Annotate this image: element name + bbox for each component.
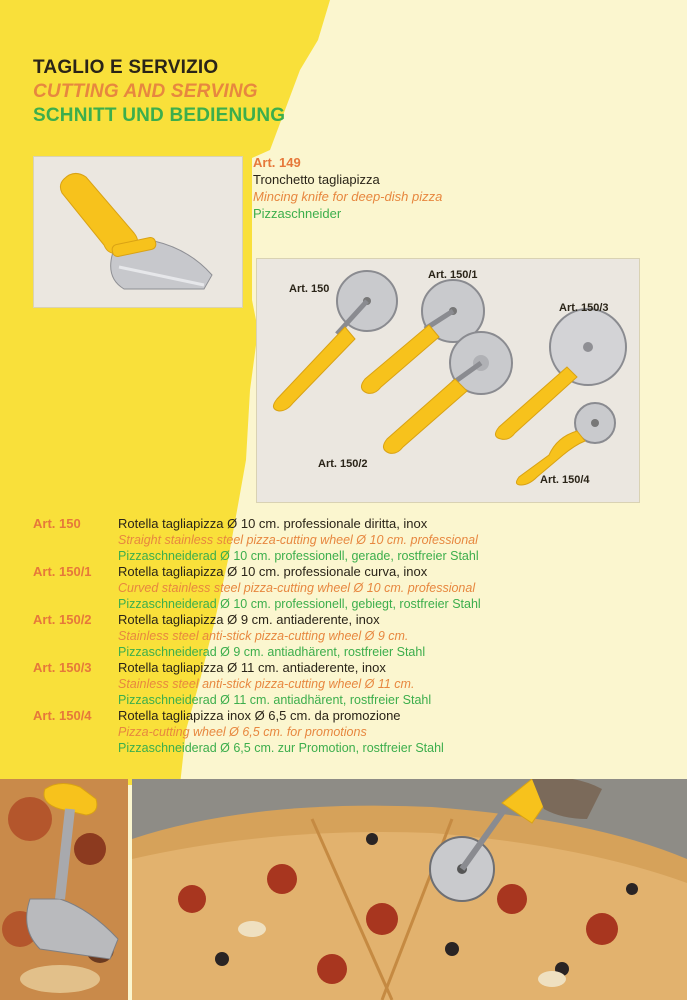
item-desc-german: Pizzaschneiderad Ø 10 cm. professionell, gebiegt, rostfreier Stahl (118, 597, 481, 611)
list-item (33, 516, 673, 564)
pizza-wheel-photo (132, 779, 687, 1000)
item-desc-italian: Rotella tagliapizza Ø 10 cm. professionale diritta, inox (118, 516, 428, 531)
list-item (33, 708, 673, 756)
title-italian: TAGLIO E SERVIZIO (33, 57, 219, 78)
item-desc-italian: Rotella tagliapizza inox Ø 6,5 cm. da promozione (118, 708, 401, 723)
photo-label-150: Art. 150 (289, 283, 330, 295)
photo-label-150-3: Art. 150/3 (559, 302, 609, 314)
item-desc-german: Pizzaschneiderad Ø 11 cm. antiadhärent, rostfreier Stahl (118, 693, 432, 707)
item-code: Art. 150 (33, 516, 81, 531)
featured-code: Art. 149 (253, 155, 301, 170)
item-code: Art. 150/2 (33, 612, 92, 627)
mincing-knife-photo (33, 156, 243, 308)
photo-label-150-2: Art. 150/2 (318, 458, 368, 470)
item-desc-italian: Rotella tagliapizza Ø 9 cm. antiaderente, inox (118, 612, 380, 627)
pizza-knife-photo (0, 779, 128, 1000)
title-german: SCHNITT UND BEDIENUNG (33, 105, 286, 126)
article-list (33, 516, 673, 756)
item-desc-english: Pizza-cutting wheel Ø 6,5 cm. for promotions (118, 725, 367, 739)
item-desc-english: Curved stainless steel pizza-cutting wheel Ø 10 cm. professional (118, 581, 476, 595)
item-desc-german: Pizzaschneiderad Ø 9 cm. antiadhärent, rostfreier Stahl (118, 645, 426, 659)
item-desc-italian: Rotella tagliapizza Ø 10 cm. professionale curva, inox (118, 564, 428, 579)
title-english: CUTTING AND SERVING (33, 81, 258, 102)
list-item (33, 660, 673, 708)
photo-label-150-4: Art. 150/4 (540, 474, 590, 486)
featured-desc-german: Pizzaschneider (253, 206, 342, 221)
item-desc-english: Straight stainless steel pizza-cutting wheel Ø 10 cm. professional (118, 533, 478, 547)
item-desc-english: Stainless steel anti-stick pizza-cutting wheel Ø 11 cm. (118, 677, 415, 691)
item-desc-english: Stainless steel anti-stick pizza-cutting wheel Ø 9 cm. (118, 629, 409, 643)
item-code: Art. 150/4 (33, 708, 92, 723)
item-code: Art. 150/3 (33, 660, 92, 675)
item-desc-german: Pizzaschneiderad Ø 10 cm. professionell, gerade, rostfreier Stahl (118, 549, 479, 563)
item-desc-italian: Rotella tagliapizza Ø 11 cm. antiaderente, inox (118, 660, 386, 675)
list-item (33, 612, 673, 660)
photo-label-150-1: Art. 150/1 (428, 269, 478, 281)
section-titles (33, 56, 285, 128)
item-code: Art. 150/1 (33, 564, 92, 579)
item-desc-german: Pizzaschneiderad Ø 6,5 cm. zur Promotion, rostfreier Stahl (118, 741, 444, 755)
list-item (33, 564, 673, 612)
featured-item-149 (253, 154, 442, 222)
featured-desc-english: Mincing knife for deep-dish pizza (253, 189, 443, 204)
featured-desc-italian: Tronchetto tagliapizza (253, 172, 380, 187)
